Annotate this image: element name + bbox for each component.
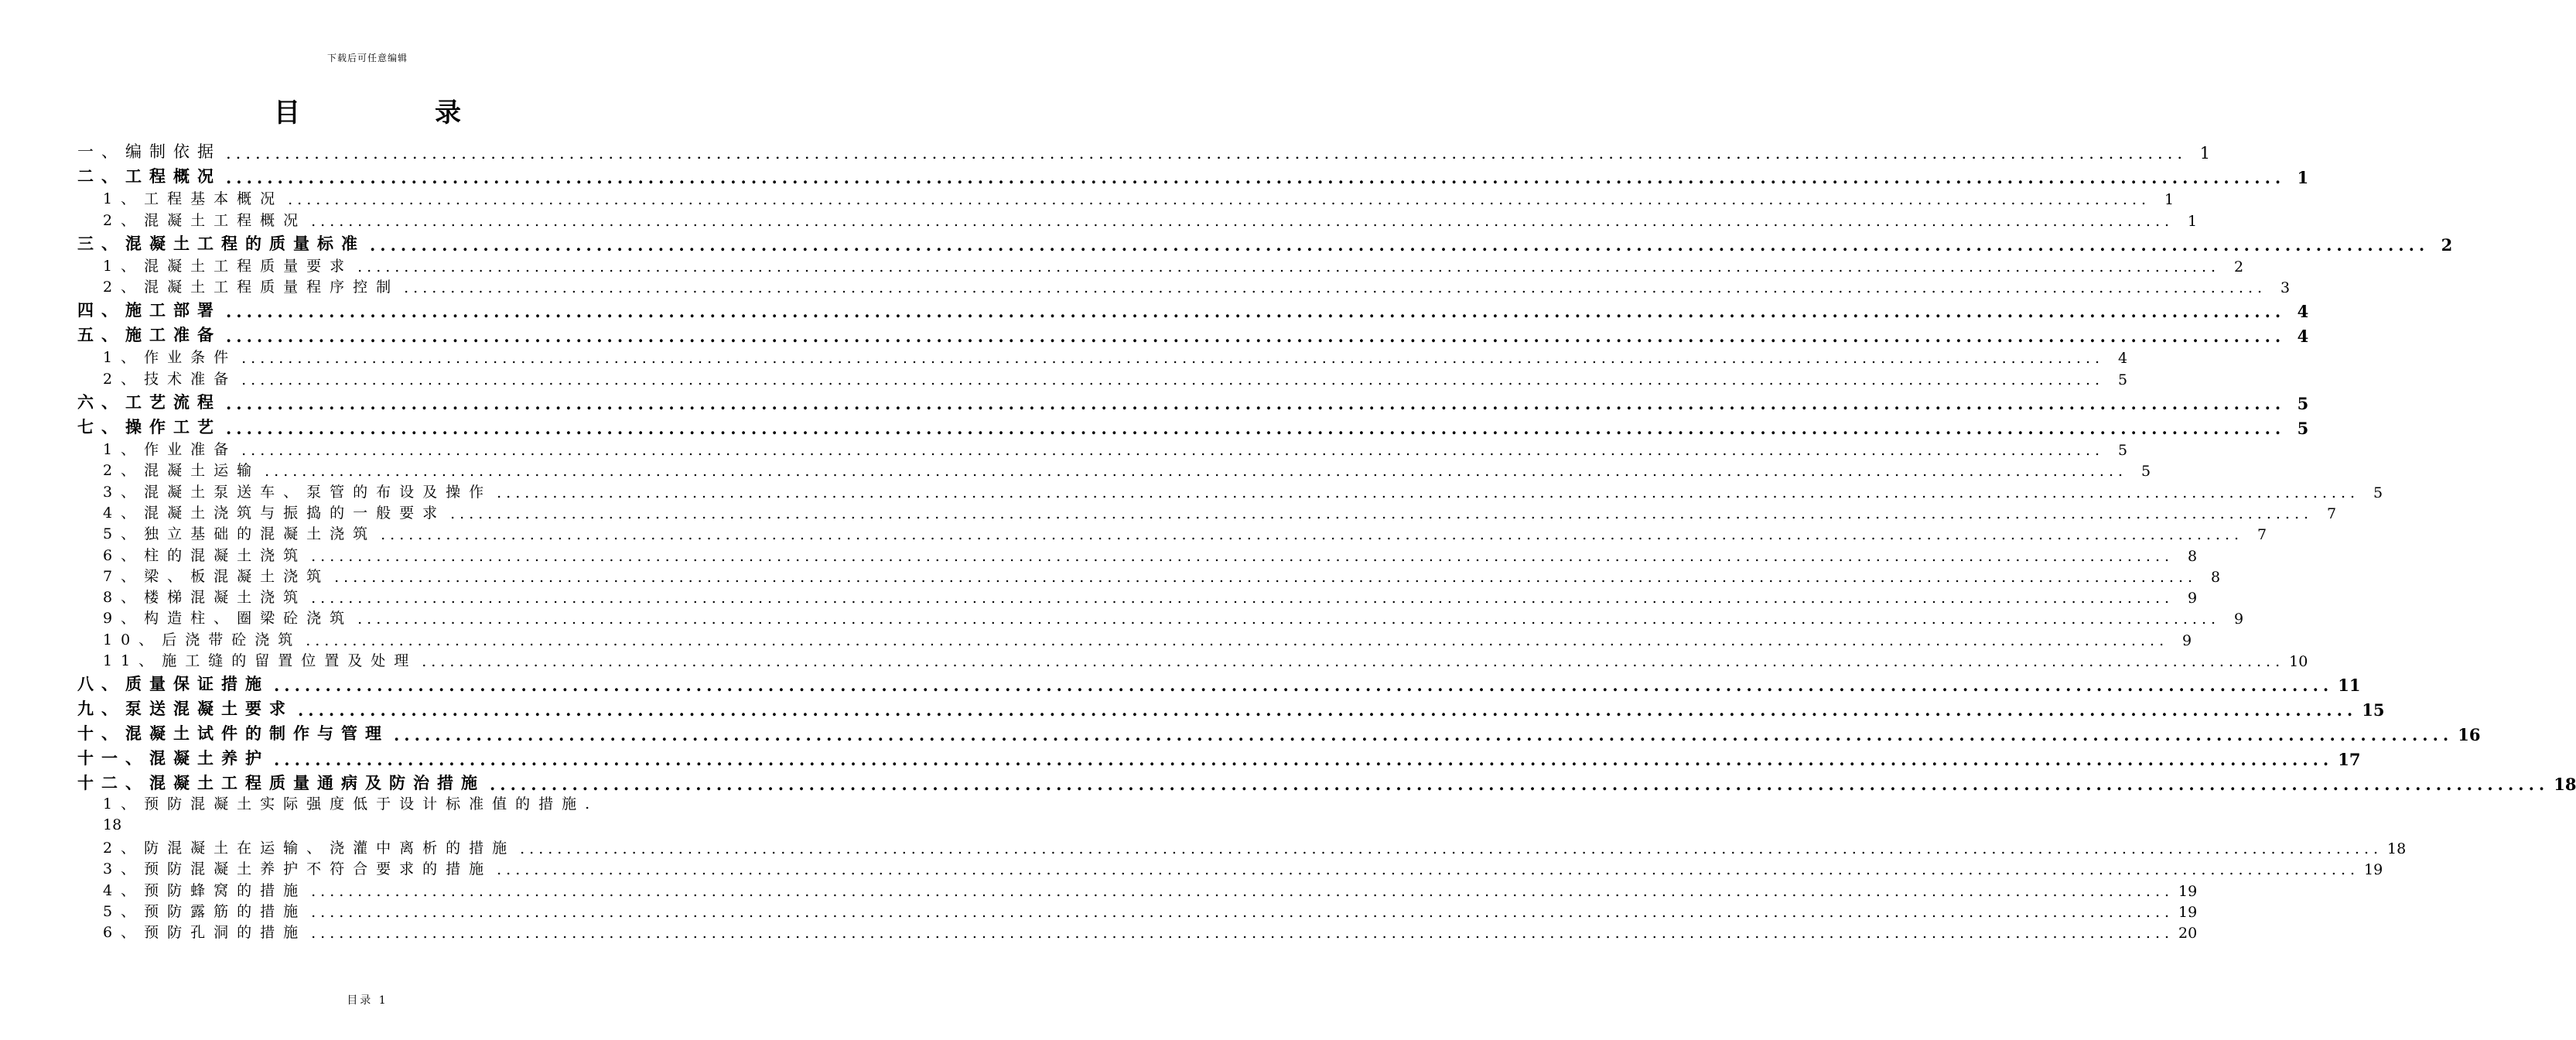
toc-entry-number: 5、: [103, 525, 145, 543]
toc-entry-label: 质量保证措施: [125, 674, 269, 694]
toc-entry-number: 4、: [103, 881, 145, 899]
toc-leader-dots: ........................................................................................................................................................................................................: [311, 903, 2175, 921]
toc-entry[interactable]: [77, 744, 2361, 770]
toc-leader-dots: ........................................................................................................................................................................................................: [226, 327, 2286, 347]
toc-entry-label: 混凝土泵送车、泵管的布设及操作: [144, 483, 493, 501]
toc-entry-number: 1、: [103, 349, 145, 367]
toc-entry-page: 7: [2326, 505, 2337, 522]
toc-entry-page: 5: [2373, 484, 2383, 501]
toc-entry-page: 8: [2187, 547, 2198, 565]
toc-leader-dots: ........................................................................................................................................................................................................: [241, 442, 2105, 460]
toc-entry-label: 柱的混凝土浇筑: [144, 546, 307, 564]
toc-entry-page: 18: [103, 816, 122, 834]
toc-entry-number: 六、: [77, 392, 125, 412]
toc-entry[interactable]: [77, 836, 2407, 857]
toc-entry[interactable]: [77, 565, 2221, 586]
toc-leader-dots: ........................................................................................................................................................................................................: [520, 840, 2383, 857]
toc-entry-page: 8: [2210, 568, 2221, 586]
toc-entry-label: 工艺流程: [125, 392, 221, 412]
toc-entry[interactable]: [77, 769, 2576, 795]
toc-entry-page: 15: [2362, 700, 2385, 720]
toc-leader-dots: ........................................................................................................................................................................................................: [274, 750, 2334, 770]
toc-entry-label: 构造柱、圈梁砼浇筑: [144, 610, 354, 628]
toc-entry-label: 作业条件: [144, 349, 237, 367]
toc-entry-number: 5、: [103, 902, 145, 920]
toc-entry-page: 9: [2187, 590, 2198, 607]
toc-entry-label: 施工部署: [125, 300, 221, 320]
toc-entry-number: 1、: [103, 190, 145, 208]
toc-leader-dots: ........................................................................................................................................................................................................: [241, 371, 2105, 388]
toc-entry-label: 编制依据: [125, 142, 221, 161]
toc-entry[interactable]: [77, 367, 2128, 388]
toc-entry-page: 3: [2280, 279, 2291, 297]
toc-leader-dots: ........................................................................................................................................................................................................: [370, 234, 2430, 255]
toc-entry-label: 施工准备: [125, 325, 221, 345]
toc-entry-page: 4: [2297, 327, 2309, 347]
toc-entry-number: 3、: [103, 860, 145, 878]
toc-entry-number: 十、: [77, 724, 125, 744]
toc-entry-number: 10、: [103, 631, 162, 648]
toc-entry-label: 防混凝土在运输、浇灌中离析的措施: [144, 839, 516, 857]
toc-leader-dots: ........................................................................................................................................................................................................: [311, 590, 2175, 607]
toc-entry-page: 5: [2140, 463, 2151, 481]
toc-leader-dots: ........................................................................................................................................................................................................: [422, 653, 2285, 671]
toc-entry-page: 5: [2117, 442, 2128, 460]
toc-entry-page: 9: [2233, 611, 2244, 628]
toc-entry-label: 后浇带砼浇筑: [162, 631, 302, 648]
toc-leader-dots: ........................................................................................................................................................................................................: [226, 168, 2286, 187]
toc-leader-dots: ........................................................................................................................................................................................................: [226, 302, 2286, 322]
toc-leader-dots: ........................................................................................................................................................................................................: [311, 212, 2175, 230]
toc-entry-page: 1: [2187, 212, 2198, 230]
toc-entry[interactable]: [77, 459, 2151, 481]
toc-entry-label: 操作工艺: [125, 416, 221, 436]
toc-entry-page: 4: [2297, 302, 2309, 322]
toc-entry[interactable]: [77, 921, 2198, 942]
toc-entry[interactable]: [77, 480, 2383, 501]
toc-entry-page: 5: [2297, 393, 2309, 413]
toc-entry[interactable]: [77, 501, 2337, 522]
toc-entry-number: 一、: [77, 142, 125, 161]
toc-entry[interactable]: [77, 346, 2128, 368]
toc-leader-dots: ........................................................................................................................................................................................................: [226, 144, 2188, 162]
toc-entry-page: 2: [2441, 234, 2453, 255]
toc-entry-label: 施工缝的留置位置及处理: [162, 652, 418, 670]
toc-entry-page: 19: [2364, 861, 2383, 879]
toc-entry-number: 3、: [103, 483, 145, 501]
toc-entry-label: 梁、板混凝土浇筑: [144, 567, 330, 585]
toc-entry-page: 7: [2257, 526, 2267, 544]
toc-entry-label: 混凝土运输: [144, 462, 261, 480]
toc-entry-label: 混凝土工程的质量标准: [125, 233, 365, 253]
toc-entry-label: 混凝土工程质量程序控制: [144, 279, 400, 296]
toc-entry-number: 2、: [103, 279, 145, 296]
toc-entry-label: 独立基础的混凝土浇筑: [144, 525, 377, 543]
toc-entry-label: 混凝土浇筑与振捣的一般要求: [144, 504, 446, 522]
toc-leader-dots: ........................................................................................................................................................................................................: [404, 279, 2267, 297]
toc-entry[interactable]: [77, 900, 2198, 921]
toc-entry[interactable]: [77, 720, 2481, 745]
toc-entry-page: 1: [2199, 144, 2211, 162]
toc-entry[interactable]: [77, 388, 2309, 413]
toc-entry[interactable]: [77, 878, 2198, 900]
toc-leader-dots: ........................................................................................................................................................................................................: [490, 775, 2550, 795]
toc-entry-label: 预防蜂窝的措施: [144, 881, 307, 899]
toc-leader-dots: ........................................................................................................................................................................................................: [306, 631, 2169, 649]
toc-entry-number: 四、: [77, 300, 125, 320]
toc-leader-dots: ........................................................................................................................................................................................................: [381, 526, 2244, 544]
toc-entry[interactable]: [77, 275, 2291, 297]
toc-entry-label: 工程基本概况: [144, 190, 284, 208]
toc-leader-dots: ........................................................................................................................................................................................................: [311, 882, 2175, 900]
page-header: 下载后可任意编辑: [326, 53, 408, 63]
toc-leader-dots: ........................................................................................................................................................................................................: [298, 700, 2358, 720]
toc-entry-page: 16: [2458, 725, 2481, 745]
toc-entry[interactable]: [77, 187, 2175, 209]
toc-entry-label: 预防混凝土实际强度低于设计标准值的措施.: [144, 795, 599, 813]
toc-entry-page: 1: [2164, 191, 2175, 209]
toc-leader-dots: ........................................................................................................................................................................................................: [288, 191, 2151, 209]
toc-leader-dots: ........................................................................................................................................................................................................: [357, 611, 2221, 628]
toc-entry-number: 2、: [103, 370, 145, 388]
toc-entry-page: 10: [2289, 653, 2308, 671]
toc-entry-number: 2、: [103, 462, 145, 480]
toc-entry-page: 5: [2117, 371, 2128, 388]
toc-entry-number: 1、: [103, 257, 145, 275]
toc-entry-number: 八、: [77, 674, 125, 694]
toc-leader-dots: ........................................................................................................................................................................................................: [311, 925, 2175, 942]
toc-entry-number: 三、: [77, 233, 125, 253]
toc-leader-dots: ........................................................................................................................................................................................................: [274, 676, 2334, 696]
toc-entry-label: 混凝土工程概况: [144, 211, 307, 229]
toc-entry-page: 9: [2182, 631, 2192, 649]
toc-entry-label: 预防混凝土养护不符合要求的措施: [144, 860, 493, 878]
toc-entry-number: 十二、: [77, 773, 149, 793]
toc-entry-number: 9、: [103, 610, 145, 628]
toc-entry-number: 七、: [77, 416, 125, 436]
toc-leader-dots: ........................................................................................................................................................................................................: [497, 861, 2360, 879]
toc-entry[interactable]: [77, 162, 2309, 187]
toc-entry[interactable]: [77, 857, 2383, 879]
toc-entry-number: 五、: [77, 325, 125, 345]
toc-entry[interactable]: [77, 413, 2309, 438]
toc-entry-number: 8、: [103, 589, 145, 607]
toc-entry[interactable]: [77, 296, 2309, 322]
toc-entry-label: 作业准备: [144, 441, 237, 459]
toc-entry-page: 2: [2233, 258, 2244, 275]
toc-leader-dots: ........................................................................................................................................................................................................: [450, 505, 2314, 522]
toc-entry-number: 1、: [103, 795, 145, 813]
toc-entry-label: 技术准备: [144, 370, 237, 388]
toc-leader-dots: ........................................................................................................................................................................................................: [226, 393, 2286, 413]
toc-entry-number: 6、: [103, 546, 145, 564]
toc-entry[interactable]: [77, 255, 2244, 275]
toc-entry-page: 18: [2554, 775, 2576, 795]
toc-leader-dots: ........................................................................................................................................................................................................: [497, 484, 2360, 501]
page-footer: 目录 1: [347, 994, 388, 1007]
toc-entry[interactable]: [77, 628, 2192, 649]
toc-entry-label: 混凝土工程质量通病及防治措施: [149, 773, 485, 793]
toc-entry-label: 泵送混凝土要求: [125, 699, 293, 719]
toc-entry-label: 混凝土工程质量要求: [144, 257, 354, 275]
toc-entry[interactable]: [77, 321, 2309, 347]
toc-leader-dots: ........................................................................................................................................................................................................: [226, 418, 2286, 438]
toc-entry-page: 18: [2387, 840, 2407, 857]
toc-entry-number: 6、: [103, 924, 145, 942]
toc-entry-number: 2、: [103, 839, 145, 857]
toc-entry-page: 5: [2297, 418, 2309, 438]
toc-entry[interactable]: [77, 695, 2385, 720]
toc-entry-label: 工程概况: [125, 166, 221, 186]
toc-entry[interactable]: [77, 586, 2198, 607]
toc-entry[interactable]: [77, 522, 2267, 544]
toc-entry[interactable]: [77, 230, 2453, 255]
toc-entry-number: 2、: [103, 211, 145, 229]
toc-entry-label: 混凝土养护: [149, 748, 269, 768]
toc-entry-page: 19: [2178, 903, 2198, 921]
toc-entry-number: 4、: [103, 504, 145, 522]
toc-entry-number: 7、: [103, 567, 145, 585]
toc-entry[interactable]: [77, 794, 658, 836]
toc-entry-page: 17: [2338, 750, 2361, 770]
toc-leader-dots: ........................................................................................................................................................................................................: [357, 258, 2221, 275]
page-title: 目 录: [274, 98, 515, 128]
toc-entry-label: 混凝土试件的制作与管理: [125, 724, 389, 744]
toc-entry-page: 4: [2117, 350, 2128, 368]
toc-entry-number: 九、: [77, 699, 125, 719]
table-of-contents: [77, 138, 2576, 942]
toc-entry[interactable]: [77, 138, 2211, 162]
toc-entry[interactable]: [77, 208, 2198, 230]
toc-entry[interactable]: [77, 649, 2308, 671]
toc-leader-dots: ........................................................................................................................................................................................................: [334, 568, 2198, 586]
toc-entry-number: 1、: [103, 441, 145, 459]
toc-entry-page: 11: [2338, 676, 2361, 696]
toc-entry-number: 二、: [77, 166, 125, 186]
toc-entry[interactable]: [77, 543, 2198, 565]
toc-leader-dots: ........................................................................................................................................................................................................: [394, 725, 2454, 745]
toc-entry-page: 1: [2297, 168, 2309, 187]
toc-entry-number: 十一、: [77, 748, 149, 768]
toc-entry[interactable]: [77, 607, 2244, 628]
toc-entry-label: 预防露筋的措施: [144, 902, 307, 920]
toc-entry-page: 19: [2178, 882, 2198, 900]
toc-entry[interactable]: [77, 670, 2361, 696]
toc-leader-dots: ........................................................................................................................................................................................................: [265, 463, 2128, 481]
toc-entry-label: 预防孔洞的措施: [144, 924, 307, 942]
toc-leader-dots: ........................................................................................................................................................................................................: [241, 350, 2105, 368]
toc-leader-dots: ........................................................................................................................................................................................................: [311, 547, 2175, 565]
toc-entry-number: 11、: [103, 652, 162, 670]
toc-entry-page: 20: [2178, 925, 2198, 942]
toc-entry-label: 楼梯混凝土浇筑: [144, 589, 307, 607]
toc-entry[interactable]: [77, 438, 2128, 460]
